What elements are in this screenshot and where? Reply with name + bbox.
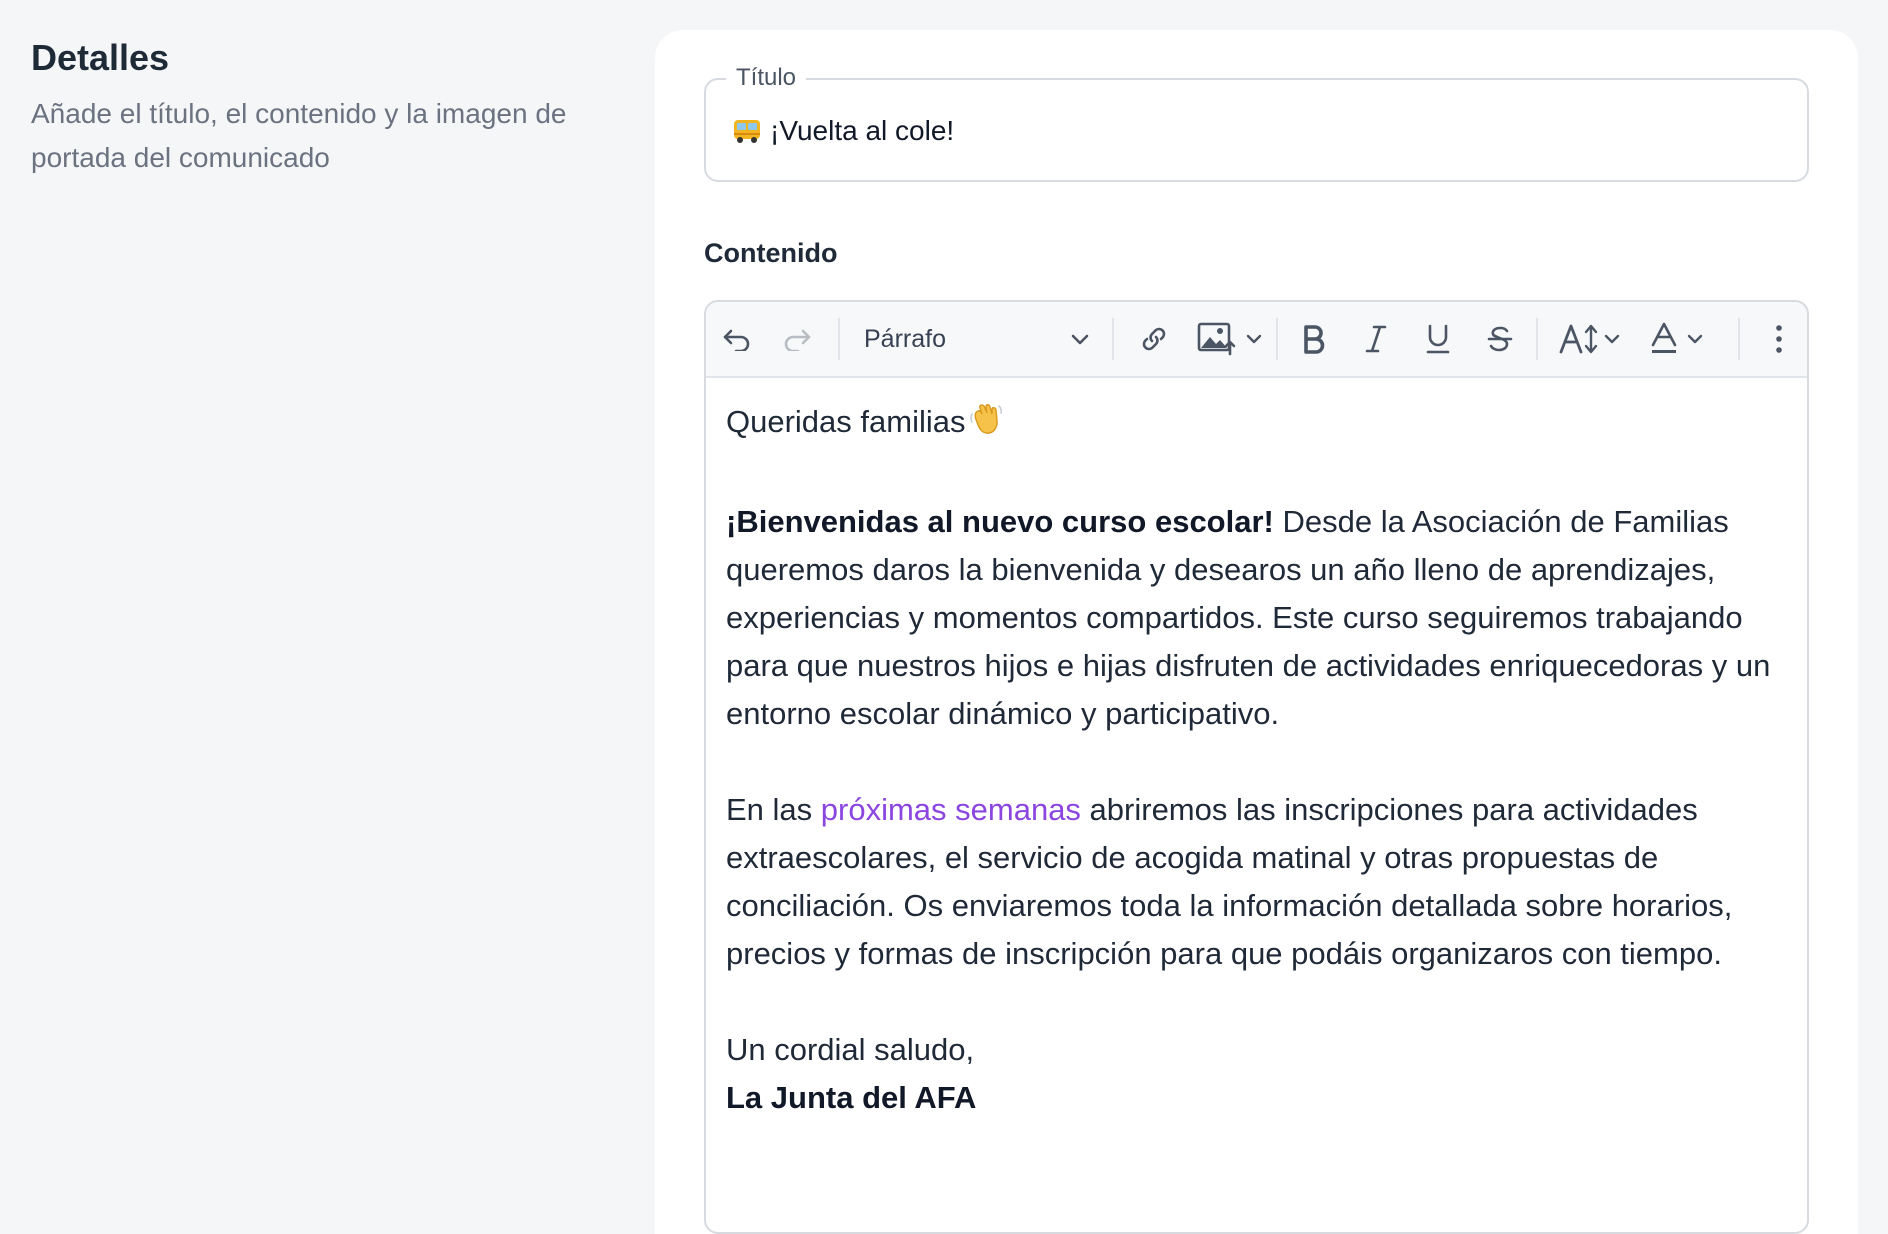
paragraph-gap bbox=[726, 450, 1796, 498]
title-field-value-wrap[interactable] bbox=[732, 114, 954, 148]
font-size-icon bbox=[1559, 323, 1599, 355]
welcome-text: Desde la Asociación de Familias queremos daros la bienvenida y desearos un año lleno de aprendizajes, experiencias y momentos compartidos. Este curso seguiremos trabajando para que nuestros hijos e hijas disfruten de actividades enriquecedoras y un entorno escolar dinámico y participativo. bbox=[726, 504, 1771, 731]
chevron-down-icon bbox=[1686, 332, 1704, 346]
redo-icon[interactable] bbox=[780, 302, 814, 376]
underline-icon[interactable] bbox=[1418, 302, 1458, 376]
inscriptions-text-after: abriremos las inscripciones para actividades extraescolares, el servicio de acogida matinal y otras propuestas de conciliación. Os enviaremos toda la información detallada sobre horarios, precios y formas de inscripción para que podáis organizaros con tiempo. bbox=[726, 792, 1733, 971]
font-size-button[interactable] bbox=[1552, 302, 1628, 376]
toolbar-divider bbox=[1738, 318, 1740, 360]
title-input[interactable]: ¡Vuelta al cole! bbox=[770, 115, 955, 146]
title-field-label: Título bbox=[726, 63, 806, 93]
signature-line bbox=[726, 1074, 1796, 1122]
welcome-bold-text: ¡Bienvenidas al nuevo curso escolar! bbox=[726, 504, 1274, 539]
text-color-button[interactable] bbox=[1644, 302, 1710, 376]
toolbar-divider bbox=[1536, 318, 1538, 360]
strikethrough-icon[interactable] bbox=[1480, 302, 1520, 376]
chevron-down-icon bbox=[1603, 332, 1621, 346]
editor-toolbar bbox=[706, 302, 1807, 378]
closing-line: Un cordial saludo, bbox=[726, 1032, 975, 1067]
bold-icon[interactable] bbox=[1294, 302, 1334, 376]
paragraph-inscriptions bbox=[726, 786, 1796, 978]
waving-hand-icon bbox=[969, 402, 1003, 450]
toolbar-divider bbox=[1112, 318, 1114, 360]
inscriptions-text-before: En las bbox=[726, 792, 821, 827]
chevron-down-icon bbox=[1245, 332, 1263, 346]
section-title: Detalles bbox=[31, 37, 170, 78]
toolbar-divider bbox=[1276, 318, 1278, 360]
title-field[interactable] bbox=[704, 64, 1809, 182]
upcoming-weeks-link[interactable]: próximas semanas bbox=[820, 792, 1081, 827]
section-description: Añade el título, el contenido y la imagen de portada del comunicado bbox=[31, 98, 567, 173]
paragraph-welcome bbox=[726, 498, 1796, 738]
block-type-select[interactable] bbox=[864, 302, 1090, 376]
content-label: Contenido bbox=[704, 238, 838, 268]
paragraph-gap bbox=[726, 738, 1796, 786]
toolbar-divider bbox=[838, 318, 840, 360]
paragraph-gap bbox=[726, 978, 1796, 1026]
greeting-text: Queridas familias bbox=[726, 404, 966, 439]
more-icon[interactable] bbox=[1764, 302, 1794, 376]
chevron-down-icon bbox=[1070, 332, 1090, 346]
image-insert-button[interactable] bbox=[1190, 302, 1270, 376]
form-card bbox=[655, 30, 1858, 1234]
block-type-label: Párrafo bbox=[864, 324, 946, 353]
signature-text: La Junta del AFA bbox=[726, 1080, 977, 1115]
details-section-header bbox=[31, 34, 631, 180]
greeting-line bbox=[726, 398, 1796, 450]
italic-icon[interactable] bbox=[1356, 302, 1396, 376]
image-icon bbox=[1197, 322, 1237, 356]
text-color-icon bbox=[1650, 322, 1678, 356]
rich-text-editor[interactable] bbox=[704, 300, 1809, 1234]
link-icon[interactable] bbox=[1134, 302, 1174, 376]
bus-icon bbox=[732, 118, 762, 144]
editor-content[interactable] bbox=[726, 398, 1796, 1122]
undo-icon[interactable] bbox=[720, 302, 754, 376]
